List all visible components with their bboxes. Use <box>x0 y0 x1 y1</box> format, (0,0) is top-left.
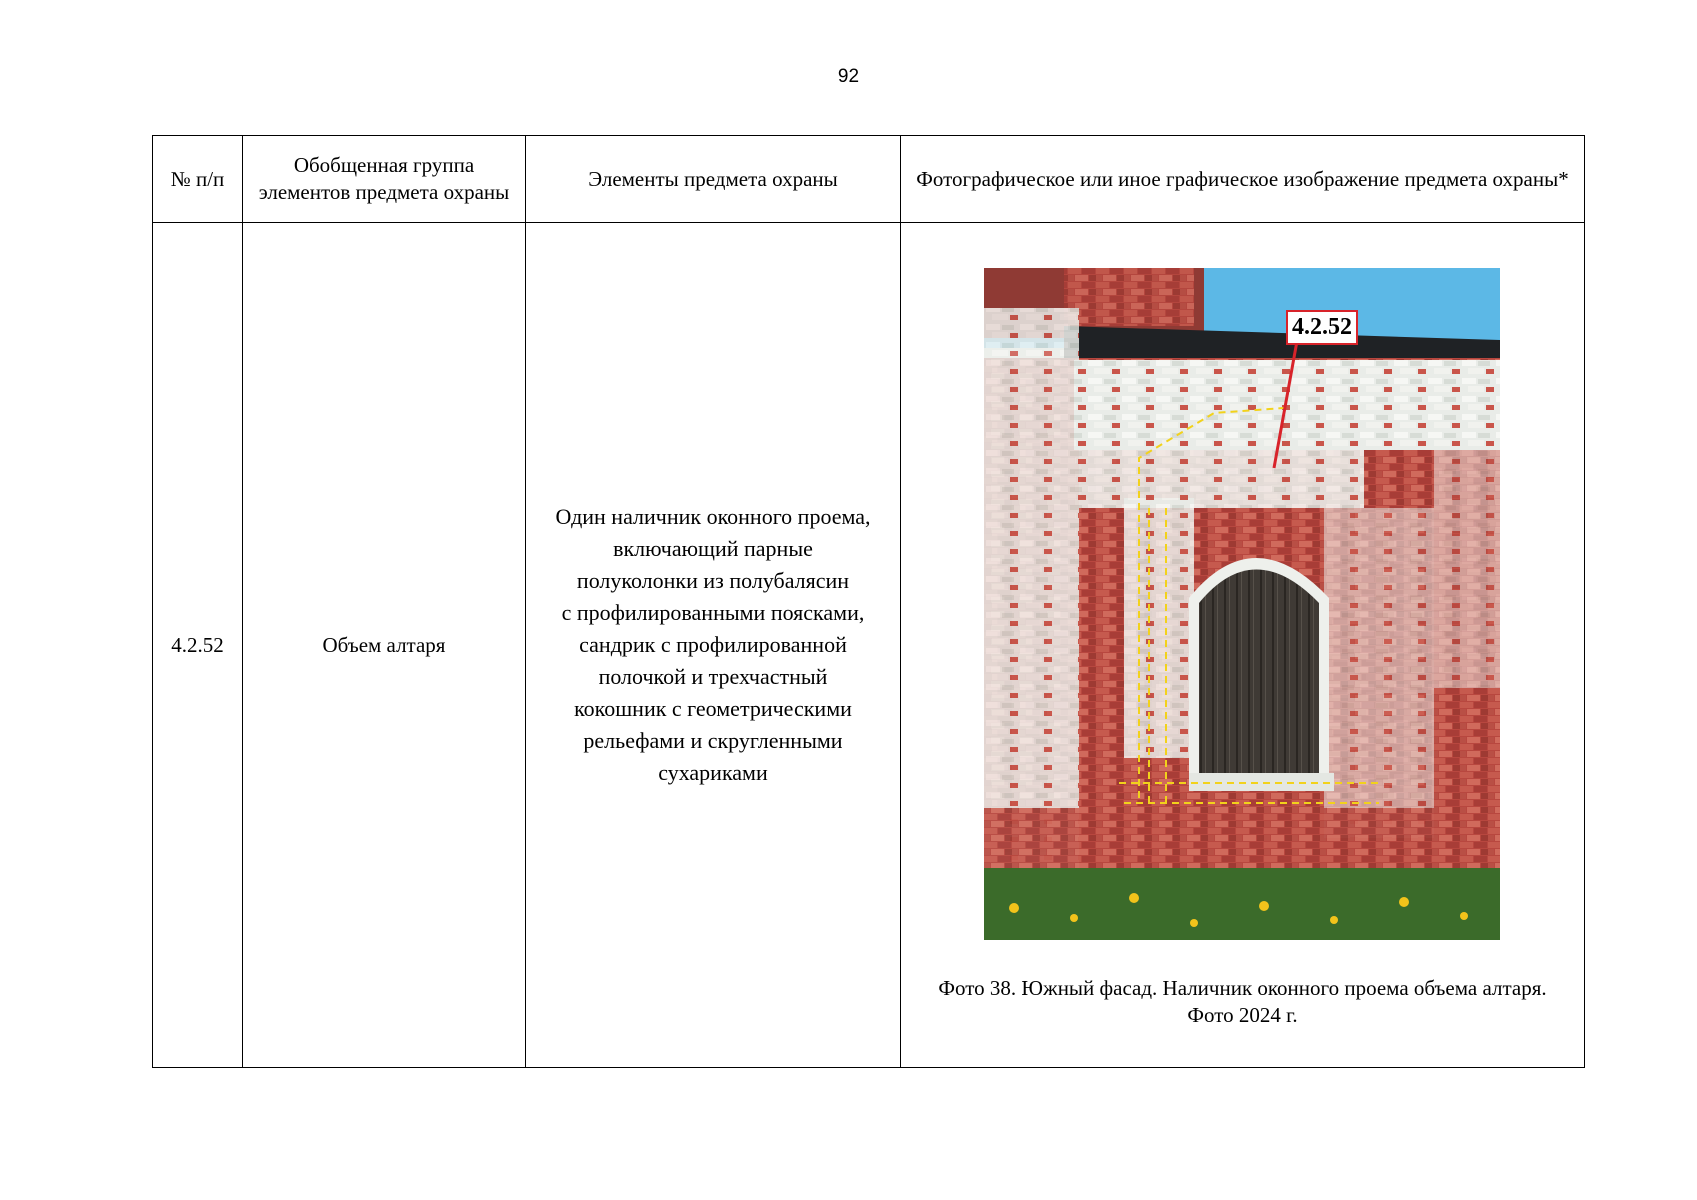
photo-caption-date: Фото 2024 г. <box>1187 1003 1298 1027</box>
table-header-row <box>153 136 1585 223</box>
header-num: № п/п <box>153 136 243 223</box>
header-elements: Элементы предмета охраны <box>526 136 901 223</box>
row-photo-cell <box>901 223 1585 1068</box>
row-group: Объем алтаря <box>243 223 526 1068</box>
row-num: 4.2.52 <box>153 223 243 1068</box>
photo-callout-label: 4.2.52 <box>1286 310 1358 345</box>
protection-elements-table <box>152 135 1585 1068</box>
page-number: 92 <box>837 66 860 87</box>
header-image: Фотографическое или иное графическое изображение предмета охраны* <box>901 136 1585 223</box>
table-row <box>153 223 1585 1068</box>
elements-description: Один наличник оконного проема, включающий парные полуколонки из полубалясин с профилированными поясками, сандрик с профилированной полочкой и трехчастный кокошник с геометрическими рельефами и скругленными сухариками <box>555 504 871 785</box>
row-elements <box>526 223 901 1068</box>
header-group: Обобщенная группа элементов предмета охраны <box>243 136 526 223</box>
facade-photo <box>984 268 1500 940</box>
photo-caption-title: Фото 38. Южный фасад. Наличник оконного проема объема алтаря. <box>938 976 1547 1000</box>
photo-caption <box>921 975 1564 1029</box>
